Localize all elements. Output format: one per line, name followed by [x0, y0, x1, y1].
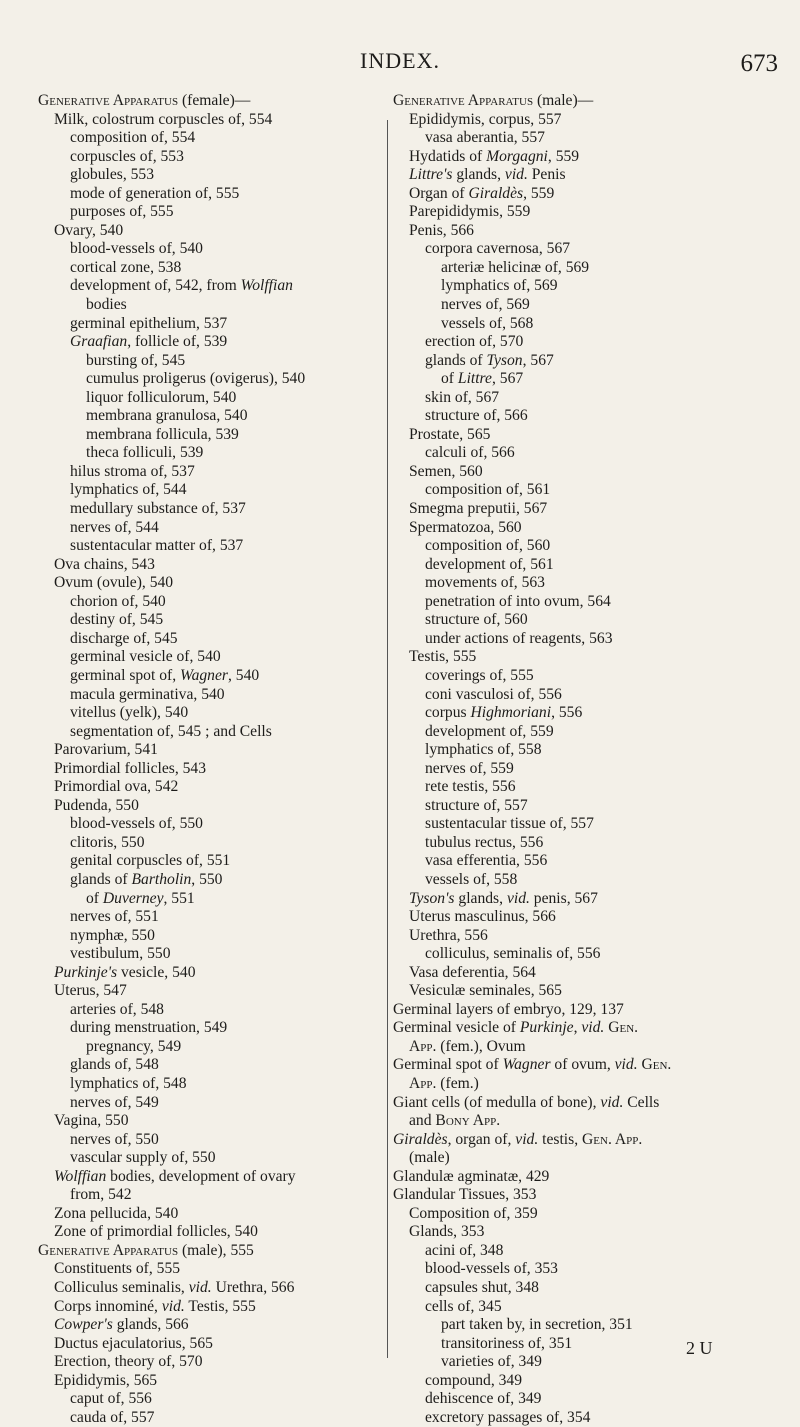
index-entry: cauda of, 557 — [70, 1408, 155, 1426]
index-entry: destiny of, 545 — [70, 611, 164, 629]
index-entry: Graafian, follicle of, 539 — [70, 333, 228, 351]
index-entry: Penis, 566 — [409, 221, 474, 239]
index-entry: Testis, 555 — [409, 648, 477, 666]
index-entry: genital corpuscles of, 551 — [70, 852, 231, 870]
index-entry: corpora cavernosa, 567 — [425, 240, 571, 258]
index-entry: structure of, 557 — [425, 796, 528, 814]
index-column-right — [393, 92, 771, 1427]
index-entry: Corps innominé, vid. Testis, 555 — [54, 1297, 256, 1315]
index-entry: varieties of, 349 — [441, 1353, 542, 1371]
index-entry: Glands, 353 — [409, 1223, 485, 1241]
index-entry: of Duverney, 551 — [86, 889, 195, 907]
index-entry: nymphæ, 550 — [70, 926, 155, 944]
index-entry: lymphatics of, 569 — [441, 277, 558, 295]
index-entry: vasa efferentia, 556 — [425, 852, 548, 870]
index-entry: blood-vessels of, 540 — [70, 240, 203, 258]
index-entry: skin of, 567 — [425, 388, 500, 406]
index-entry: arteriæ helicinæ of, 569 — [441, 258, 590, 276]
index-entry: blood-vessels of, 353 — [425, 1260, 558, 1278]
index-entry: arteries of, 548 — [70, 1000, 164, 1018]
index-entry: Zone of primordial follicles, 540 — [54, 1223, 258, 1241]
index-entry: Glandular Tissues, 353 — [393, 1186, 537, 1204]
index-entry: Zona pellucida, 540 — [54, 1204, 179, 1222]
index-entry: App. (fem.) — [409, 1074, 479, 1092]
index-entry: vitellus (yelk), 540 — [70, 704, 189, 722]
index-entry: segmentation of, 545 ; and Cells — [70, 722, 272, 740]
index-entry: Primordial ova, 542 — [54, 778, 179, 796]
index-entry: Ovary, 540 — [54, 221, 124, 239]
index-entry: Purkinje's vesicle, 540 — [54, 963, 196, 981]
index-entry: Erection, theory of, 570 — [54, 1353, 203, 1371]
index-entry: nerves of, 549 — [70, 1093, 159, 1111]
index-entry: from, 542 — [70, 1186, 132, 1204]
index-entry: App. (fem.), Ovum — [409, 1037, 526, 1055]
index-entry: Colliculus seminalis, vid. Urethra, 566 — [54, 1279, 295, 1296]
index-entry: Germinal layers of embryo, 129, 137 — [393, 1000, 624, 1018]
index-entry: Spermatozoa, 560 — [409, 518, 522, 536]
index-column-left — [38, 92, 386, 1427]
index-entry: Ova chains, 543 — [54, 555, 155, 573]
index-entry: under actions of reagents, 563 — [425, 629, 613, 647]
index-entry: and Bony App. — [409, 1112, 501, 1130]
index-entry: Hydatids of Morgagni, 559 — [409, 147, 580, 165]
index-entry: penetration of into ovum, 564 — [425, 592, 611, 610]
index-entry: Urethra, 556 — [409, 926, 488, 944]
index-entry: tubulus rectus, 556 — [425, 833, 544, 851]
index-entry: glands of, 548 — [70, 1056, 159, 1074]
index-entry: Composition of, 359 — [409, 1204, 538, 1222]
index-entry: vessels of, 558 — [425, 870, 518, 888]
index-entry: Constituents of, 555 — [54, 1260, 181, 1278]
index-entry: acini of, 348 — [425, 1241, 504, 1259]
index-entry: Smegma preputii, 567 — [409, 500, 548, 518]
index-entry: germinal epithelium, 537 — [70, 314, 228, 332]
index-entry: germinal spot of, Wagner, 540 — [70, 666, 260, 684]
index-entry: Parepididymis, 559 — [409, 203, 531, 221]
index-entry: Glandulæ agminatæ, 429 — [393, 1167, 550, 1185]
index-entry: development of, 561 — [425, 555, 554, 573]
index-entry: Epididymis, 565 — [54, 1371, 158, 1389]
signature-mark: 2 U — [686, 1338, 713, 1358]
index-entry: corpus Highmoriani, 556 — [425, 704, 583, 722]
index-entry: capsules shut, 348 — [425, 1279, 539, 1296]
index-entry: bodies — [86, 296, 127, 314]
index-entry: glands of Bartholin, 550 — [70, 870, 223, 888]
index-entry: medullary substance of, 537 — [70, 500, 246, 518]
index-entry: composition of, 561 — [425, 481, 551, 499]
index-entry: vestibulum, 550 — [70, 945, 171, 963]
page-number: 673 — [740, 50, 778, 77]
index-entry: Giant cells (of medulla of bone), vid. Cells — [393, 1093, 660, 1111]
index-entry: cumulus proligerus (ovigerus), 540 — [86, 370, 306, 388]
index-entry: Organ of Giraldès, 559 — [409, 184, 555, 202]
index-entry: Generative Apparatus (male), 555 — [38, 1241, 254, 1259]
index-entry: Ductus ejaculatorius, 565 — [54, 1334, 213, 1352]
index-entry: rete testis, 556 — [425, 778, 516, 796]
index-entry: Generative Apparatus (female)— — [38, 92, 251, 109]
index-entry: Germinal vesicle of Purkinje, vid. Gen. — [393, 1019, 639, 1037]
index-entry: Parovarium, 541 — [54, 741, 158, 759]
index-entry: pregnancy, 549 — [86, 1037, 182, 1055]
index-entry: part taken by, in secretion, 351 — [441, 1316, 633, 1334]
index-entry: theca folliculi, 539 — [86, 444, 204, 462]
index-entry: vessels of, 568 — [441, 314, 534, 332]
index-entry: chorion of, 540 — [70, 592, 166, 610]
index-entry: corpuscles of, 553 — [70, 147, 184, 165]
index-entry: Vagina, 550 — [54, 1112, 129, 1130]
page-title: INDEX. — [360, 48, 440, 73]
index-entry: Wolffian bodies, development of ovary — [54, 1167, 296, 1185]
index-entry: Epididymis, corpus, 557 — [409, 110, 562, 128]
index-entry: clitoris, 550 — [70, 833, 145, 851]
index-entry: erection of, 570 — [425, 333, 524, 351]
index-entry: Littre's glands, vid. Penis — [409, 166, 566, 184]
index-entry: nerves of, 569 — [441, 296, 530, 314]
index-entry: lymphatics of, 548 — [70, 1074, 187, 1092]
index-entry: Primordial follicles, 543 — [54, 759, 207, 777]
index-entry: structure of, 566 — [425, 407, 528, 425]
index-entry: Pudenda, 550 — [54, 796, 139, 814]
index-entry: Vesiculæ seminales, 565 — [409, 982, 562, 1000]
index-entry: of Littre, 567 — [441, 370, 524, 388]
index-entry: coverings of, 555 — [425, 666, 534, 684]
index-entry: coni vasculosi of, 556 — [425, 685, 562, 703]
index-entry: sustentacular tissue of, 557 — [425, 815, 594, 833]
index-entry: vascular supply of, 550 — [70, 1149, 216, 1167]
index-entry: hilus stroma of, 537 — [70, 462, 195, 480]
index-entry: vasa aberantia, 557 — [425, 129, 545, 147]
index-entry: lymphatics of, 544 — [70, 481, 187, 499]
index-entry: composition of, 554 — [70, 129, 196, 147]
column-divider — [387, 120, 388, 1358]
index-entry: Semen, 560 — [409, 462, 483, 480]
index-entry: development of, 542, from Wolffian — [70, 277, 293, 295]
index-entry: Tyson's glands, vid. penis, 567 — [409, 889, 598, 907]
index-entry: nerves of, 544 — [70, 518, 159, 536]
index-entry: calculi of, 566 — [425, 444, 515, 462]
index-entry: development of, 559 — [425, 722, 554, 740]
index-entry: membrana granulosa, 540 — [86, 407, 248, 425]
index-entry: Milk, colostrum corpuscles of, 554 — [54, 110, 273, 128]
index-entry: macula germinativa, 540 — [70, 685, 225, 703]
index-entry: colliculus, seminalis of, 556 — [425, 945, 601, 963]
index-entry: compound, 349 — [425, 1371, 523, 1389]
index-entry: composition of, 560 — [425, 537, 551, 555]
index-entry: nerves of, 550 — [70, 1130, 159, 1148]
index-entry: transitoriness of, 351 — [441, 1334, 573, 1352]
index-entry: Germinal spot of Wagner of ovum, vid. Gen. — [393, 1056, 672, 1074]
index-entry: excretory passages of, 354 — [425, 1408, 591, 1426]
index-entry: caput of, 556 — [70, 1390, 152, 1408]
index-entry: dehiscence of, 349 — [425, 1390, 542, 1408]
index-entry: Ovum (ovule), 540 — [54, 574, 174, 592]
index-entry: lymphatics of, 558 — [425, 741, 542, 759]
index-entry: germinal vesicle of, 540 — [70, 648, 221, 666]
index-entry: mode of generation of, 555 — [70, 184, 240, 202]
index-entry: cells of, 345 — [425, 1297, 502, 1315]
index-entry: Uterus masculinus, 566 — [409, 908, 556, 926]
index-entry: during menstruation, 549 — [70, 1019, 228, 1037]
index-entry: Giraldès, organ of, vid. testis, Gen. App. — [393, 1130, 643, 1148]
index-entry: discharge of, 545 — [70, 629, 178, 647]
index-entry: membrana follicula, 539 — [86, 425, 239, 443]
index-entry: purposes of, 555 — [70, 203, 174, 221]
index-entry: (male) — [409, 1149, 450, 1167]
index-entry: structure of, 560 — [425, 611, 528, 629]
index-entry: bursting of, 545 — [86, 351, 186, 369]
index-entry: Generative Apparatus (male)— — [393, 92, 594, 109]
index-entry: sustentacular matter of, 537 — [70, 537, 244, 555]
index-entry: nerves of, 551 — [70, 908, 159, 926]
index-entry: Vasa deferentia, 564 — [409, 963, 536, 981]
index-entry: Prostate, 565 — [409, 425, 491, 443]
index-entry: nerves of, 559 — [425, 759, 514, 777]
index-entry: blood-vessels of, 550 — [70, 815, 203, 833]
index-entry: Cowper's glands, 566 — [54, 1316, 189, 1334]
index-entry: Uterus, 547 — [54, 982, 127, 1000]
index-entry: glands of Tyson, 567 — [425, 351, 554, 369]
index-entry: cortical zone, 538 — [70, 258, 182, 276]
index-entry: liquor folliculorum, 540 — [86, 388, 237, 406]
index-entry: globules, 553 — [70, 166, 155, 184]
index-entry: movements of, 563 — [425, 574, 545, 592]
